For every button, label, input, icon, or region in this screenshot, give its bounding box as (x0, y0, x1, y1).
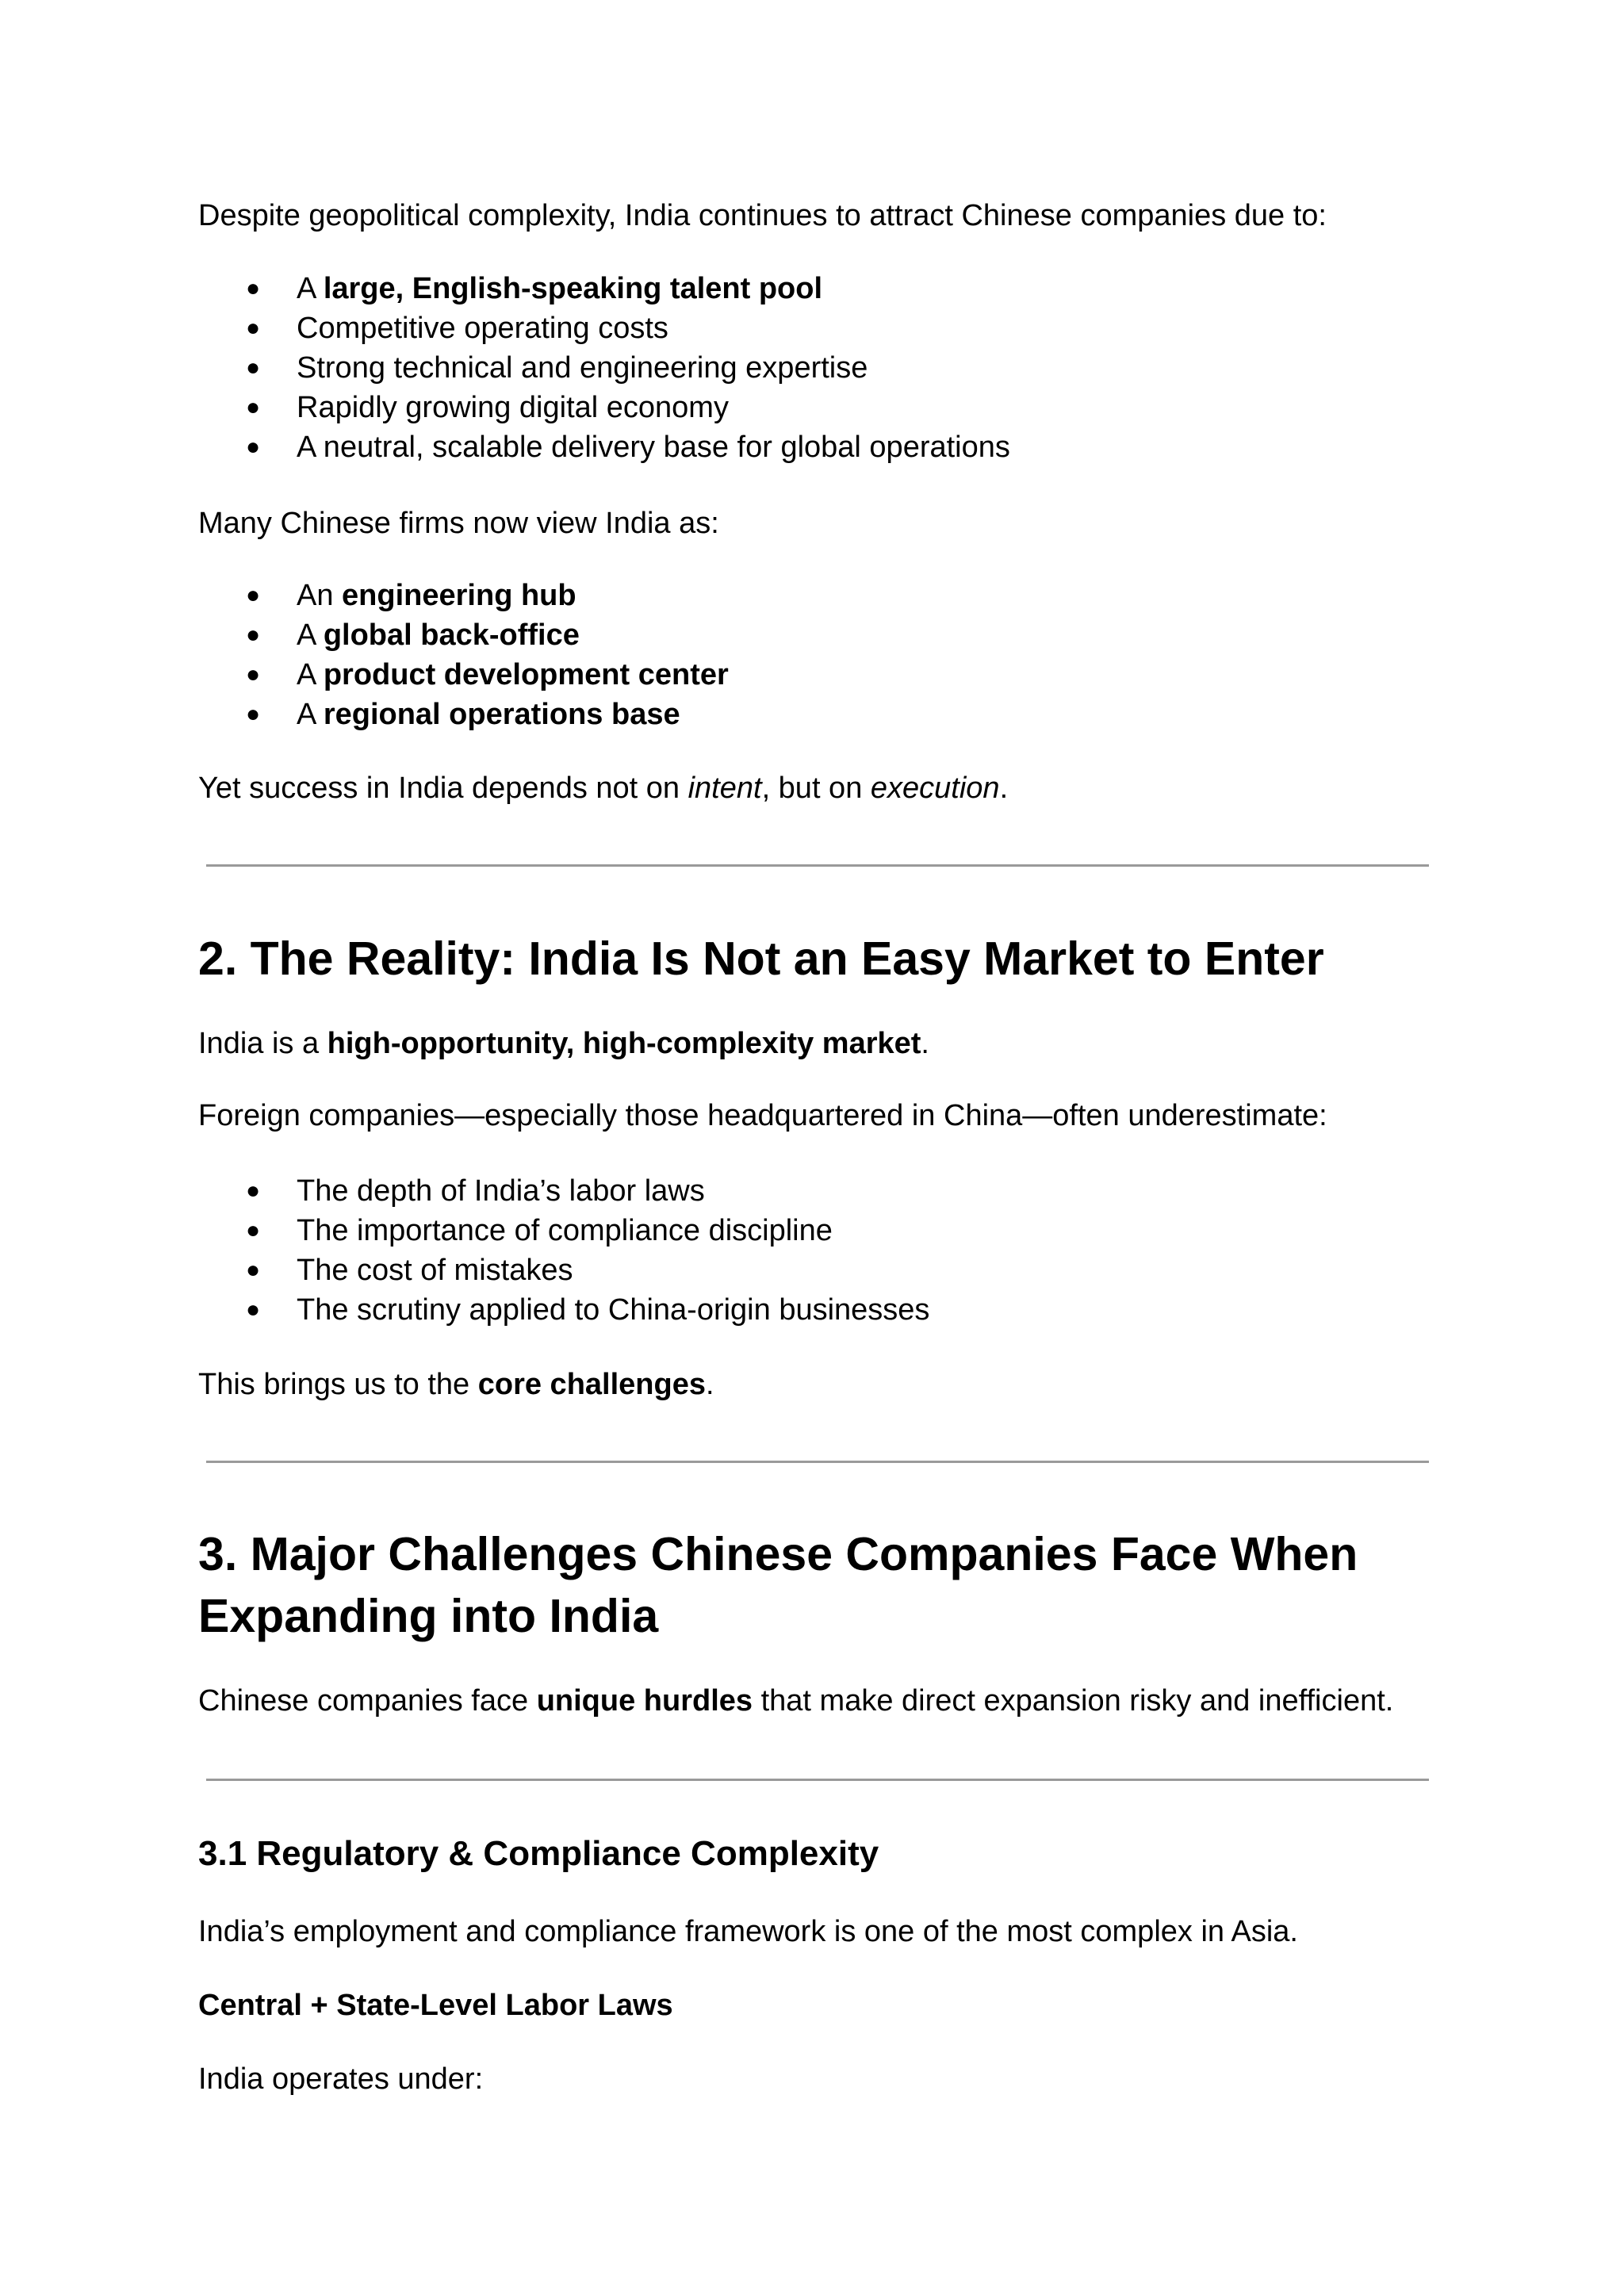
divider (206, 1779, 1429, 1781)
section-2-heading: 2. The Reality: India Is Not an Easy Market to Enter (198, 933, 1324, 985)
list-item: ● An engineering hub (246, 579, 576, 612)
list-item: ● A large, English-speaking talent pool (246, 272, 823, 305)
section-3-intro: Chinese companies face unique hurdles that make direct expansion risky and inefficient. (198, 1684, 1394, 1718)
underestimate-list (238, 1171, 929, 1330)
intro-closing: Yet success in India depends not on intent, but on execution. (198, 772, 1009, 805)
section-2-intro: India is a high-opportunity, high-complexity market. (198, 1027, 929, 1060)
list-item: ● Strong technical and engineering expertise (246, 351, 868, 385)
section-3-1-heading: 3.1 Regulatory & Compliance Complexity (198, 1834, 879, 1873)
list-item: ● A regional operations base (246, 698, 680, 731)
section-3-heading: 3. Major Challenges Chinese Companies Face When Expanding into India (198, 1528, 1358, 1642)
reasons-list (238, 269, 1010, 467)
divider (206, 864, 1429, 867)
operates-under-text: India operates under: (198, 2062, 484, 2096)
view-lead: Many Chinese firms now view India as: (198, 507, 719, 540)
intro-lead: Despite geopolitical complexity, India continues to attract Chinese companies due to: (198, 199, 1327, 232)
views-list (238, 576, 729, 734)
list-item: ● A neutral, scalable delivery base for global operations (246, 431, 1010, 464)
divider (206, 1461, 1429, 1463)
list-item: ● The depth of India’s labor laws (246, 1174, 705, 1208)
list-item: ● The scrutiny applied to China-origin businesses (246, 1293, 930, 1327)
section-2-lead: Foreign companies—especially those headquartered in China—often underestimate: (198, 1099, 1327, 1132)
list-item: ● Competitive operating costs (246, 312, 668, 345)
list-item: ● A product development center (246, 658, 729, 691)
list-item: ● The cost of mistakes (246, 1254, 573, 1287)
list-item: ● The importance of compliance discipline (246, 1214, 833, 1247)
section-2-closing: This brings us to the core challenges. (198, 1368, 714, 1401)
labor-laws-subheading: Central + State-Level Labor Laws (198, 1989, 673, 2022)
list-item: ● Rapidly growing digital economy (246, 391, 729, 424)
section-3-1-intro: India’s employment and compliance framework is one of the most complex in Asia. (198, 1915, 1298, 1948)
list-item: ● A global back-office (246, 618, 580, 652)
